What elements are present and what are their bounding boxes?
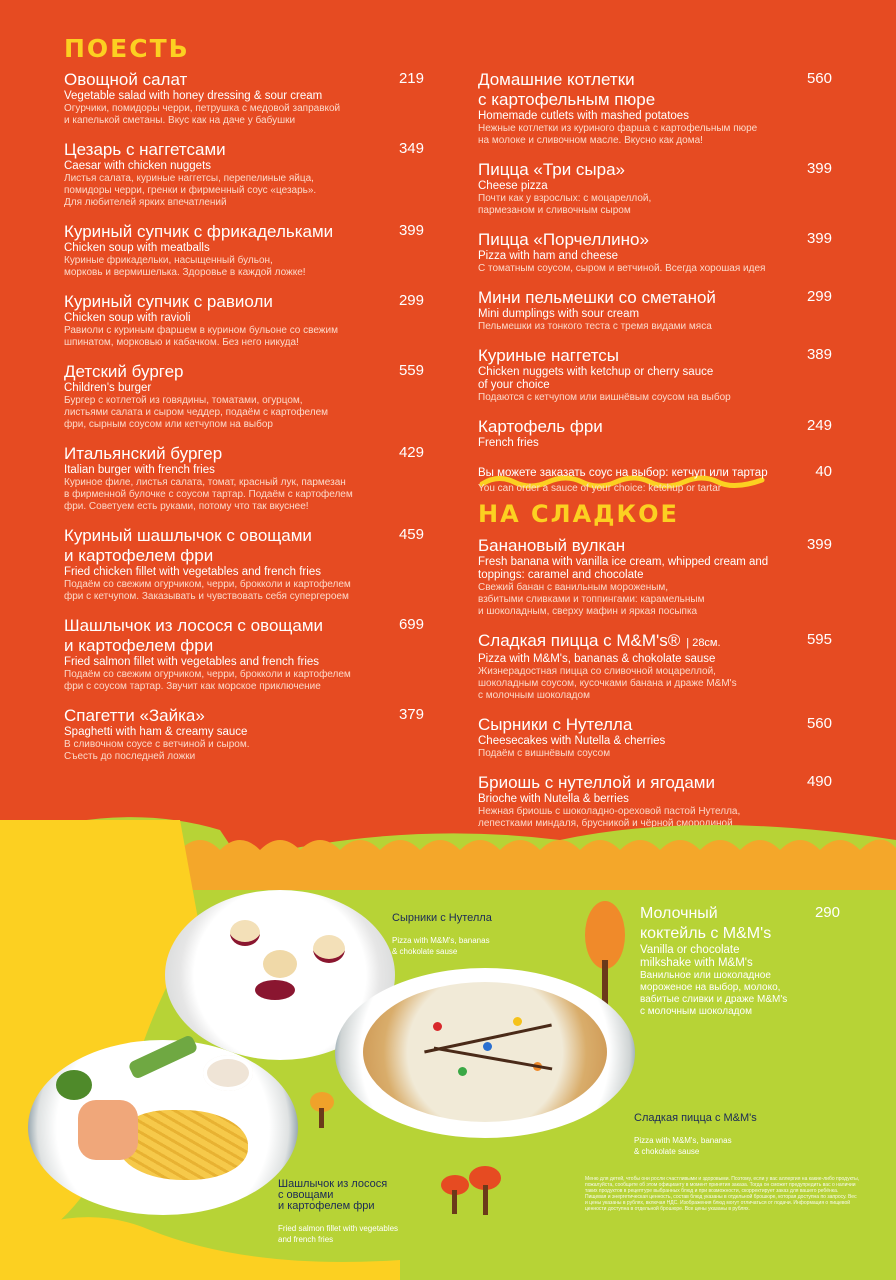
menu-item-description: Пельмешки из тонкого теста с тремя видами мяса <box>478 321 712 332</box>
caption-pizza <box>634 1102 757 1168</box>
fine-print: Меню для детей, чтобы они росли счастливыми и здоровыми. Поэтому, если у вас аллергия на какие-либо продукты, пожалуйста, сообщите об этом официанту в момент принятия заказа. Тогда он сможет предупредить вас о наличии таких продуктов в рецептуре выбранных блюд и при возможности, скорректирует заказ для вашего ребёнка. Пищевая и энергетическая ценность, состав блюд указаны в отдельной брошюре, которая доступна по запросу. Вес и цены указаны в рублях, включая НДС. Изображения блюд могут отличаться от подачи. Информация о пищевой ценности доступна в отдельной брошюре. Все цены указаны в рублях. <box>585 1176 860 1212</box>
menu-item-name <box>64 70 424 90</box>
pizza <box>363 982 607 1122</box>
menu-item-price: 490 <box>806 773 832 790</box>
menu-item-english-name: Fried chicken fillet with vegetables and french fries <box>64 566 321 578</box>
caption-cheesecake <box>392 902 492 968</box>
menu-item-name <box>478 715 832 735</box>
menu-item-english-name: Fried salmon fillet with vegetables and french fries <box>64 656 320 668</box>
menu-item-price: 299 <box>806 288 832 305</box>
menu-item-name-text: Куриный шашлычок с овощами и картофелем фри <box>64 526 312 565</box>
caption-cheesecake-ru: Сырники с Нутелла <box>392 912 492 924</box>
menu-item <box>478 346 832 404</box>
milkshake-item <box>640 904 840 1018</box>
menu-item-name <box>64 292 424 312</box>
eat-heading: ПОЕСТЬ <box>64 34 190 63</box>
menu-item-name <box>64 526 424 566</box>
broccoli <box>56 1070 92 1100</box>
menu-item-name-text: Спагетти «Зайка» <box>64 706 205 725</box>
menu-item-english-name: Caesar with chicken nuggets <box>64 160 212 172</box>
menu-item-name <box>478 773 832 793</box>
cheesecake-1 <box>230 920 260 946</box>
mm-candy-red <box>433 1022 442 1031</box>
menu-item-english-name: Pizza with ham and cheese <box>478 250 618 262</box>
menu-item-price: 389 <box>806 346 832 363</box>
menu-item <box>64 526 424 603</box>
menu-item <box>478 536 832 618</box>
menu-item-english-name: Homemade cutlets with mashed potatoes <box>478 110 689 122</box>
menu-item-name-text: Сырники с Нутелла <box>478 715 633 734</box>
menu-item-name-text: Бриошь с нутеллой и ягодами <box>478 773 715 792</box>
menu-item-price: 379 <box>398 706 424 723</box>
menu-item-name-text: Банановый вулкан <box>478 536 626 555</box>
menu-item <box>64 616 424 693</box>
milkshake-desc: Ванильное или шоколадное мороженое на выбор, молоко, вабитые сливки и драже M&M's с молочным шоколадом <box>640 970 788 1017</box>
menu-item-name-text: Сладкая пицца с M&M's® <box>478 631 681 650</box>
cheesecake-2 <box>263 950 297 978</box>
menu-item-english-name: Children's burger <box>64 382 152 394</box>
menu-item-english-name: Brioche with Nutella & berries <box>478 793 629 805</box>
menu-item <box>478 288 832 333</box>
menu-item-name <box>478 70 832 110</box>
menu-item-price: 559 <box>398 362 424 379</box>
menu-item-description: Нежная бриошь с шоколадно-ореховой пастой Нутелла, лепестками миндаля, брусникой и чёрной смородиной <box>478 806 741 829</box>
menu-item <box>478 160 832 217</box>
menu-item-description: Почти как у взрослых: с моцареллой, пармезаном и сливочным сыром <box>478 193 652 216</box>
menu-item <box>478 463 832 495</box>
menu-item-description: Нежные котлетки из куриного фарша с картофельным пюре на молоке и сливочном масле. Вкусно как дома! <box>478 123 758 146</box>
menu-item-size: | 28см. <box>686 637 721 649</box>
cucumber-sticks <box>127 1034 198 1080</box>
menu-item <box>64 706 424 763</box>
caption-pizza-en: Pizza with M&M's, bananas & chokolate sause <box>634 1136 732 1156</box>
menu-item-price: 40 <box>815 463 832 480</box>
menu-item-price: 699 <box>398 616 424 633</box>
menu-item-description: Куриные фрикадельки, насыщенный бульон, морковь и вермишелька. Здоровье в каждой ложке! <box>64 255 306 278</box>
caption-cheesecake-en: Pizza with M&M's, bananas & chokolate sause <box>392 936 490 956</box>
menu-item-name <box>478 288 832 308</box>
menu-item-english-name: Pizza with M&M's, bananas & chokolate sause <box>478 653 716 665</box>
menu-item-description: Подаём со свежим огурчиком, черри, брокколи и картофелем фри с соусом тартар. Звучит как морское приключение <box>64 669 351 692</box>
menu-item-description: Куриное филе, листья салата, томат, красный лук, пармезан в фирменной булочке с соусом тартар. Подаём с картофелем фри. Советуем есть руками, потому что так вкуснее! <box>64 477 353 512</box>
menu-item-description: Свежий банан с ванильным мороженым, взбитыми сливками и топпингами: карамельным и шоколадным, сверху мафин и яркая посыпка <box>478 582 705 617</box>
milkshake-en: Vanilla or chocolate milkshake with M&M's <box>640 944 753 969</box>
menu-item-price: 429 <box>398 444 424 461</box>
menu-item-price: 219 <box>398 70 424 87</box>
menu-item <box>478 230 832 275</box>
menu-item-name-text: Пицца «Три сыра» <box>478 160 626 179</box>
menu-item-name <box>64 362 424 382</box>
menu-item-name-text: Пицца «Порчеллино» <box>478 230 649 249</box>
menu-item-name <box>64 444 424 464</box>
caption-salmon-ru: Шашлычок из лосося с овощами и картофелем фри <box>278 1178 388 1212</box>
menu-item-name <box>478 346 832 366</box>
menu-item-english-name: Chicken nuggets with ketchup or cherry sauce of your choice <box>478 366 714 391</box>
menu-item-name-text: Куриный супчик с равиоли <box>64 292 273 311</box>
caption-salmon-en: Fried salmon fillet with vegetables and french fries <box>278 1224 399 1244</box>
menu-item <box>478 631 832 702</box>
right-menu-column <box>478 70 832 508</box>
sweet-heading: НА СЛАДКОЕ <box>478 500 679 528</box>
menu-item-price: 399 <box>398 222 424 239</box>
menu-item-english-name: Fresh banana with vanilla ice cream, whipped cream and toppings: caramel and chocolate <box>478 556 769 581</box>
menu-item-price: 399 <box>806 160 832 177</box>
salmon-pieces <box>78 1100 138 1160</box>
menu-item-price: 560 <box>806 715 832 732</box>
menu-item-name <box>478 463 832 483</box>
menu-item-name-text: Вы можете заказать соус на выбор: кетчуп или тартар <box>478 467 768 479</box>
menu-item-name-text: Шашлычок из лосося с овощами и картофелем фри <box>64 616 324 655</box>
menu-item-price: 249 <box>806 417 832 434</box>
menu-item-price: 299 <box>398 292 424 309</box>
cherry-sauce <box>255 980 295 1000</box>
mm-candy-green <box>458 1067 467 1076</box>
menu-item-name-text: Домашние котлетки с картофельным пюре <box>478 70 656 109</box>
menu-item-name <box>64 616 424 656</box>
menu-item-name <box>64 222 424 242</box>
menu-item-name-text: Картофель фри <box>478 417 603 436</box>
menu-item-price: 560 <box>806 70 832 87</box>
menu-item <box>64 292 424 349</box>
menu-item <box>64 70 424 127</box>
menu-item-english-name: French fries <box>478 437 539 449</box>
menu-item <box>64 222 424 279</box>
menu-item-name-text: Овощной салат <box>64 70 188 89</box>
left-menu-column <box>64 70 424 776</box>
menu-item-english-name: Vegetable salad with honey dressing & sour cream <box>64 90 323 102</box>
menu-item-price: 399 <box>806 536 832 553</box>
menu-item-name-text: Куриные наггетсы <box>478 346 620 365</box>
menu-item-name-text: Детский бургер <box>64 362 184 381</box>
menu-item-description: В сливочном соусе с ветчиной и сыром. Съесть до последней ложки <box>64 739 250 762</box>
menu-item-name-text: Мини пельмешки со сметаной <box>478 288 716 307</box>
cheesecake-3 <box>313 935 345 963</box>
menu-item-price: 459 <box>398 526 424 543</box>
menu-item-name <box>478 631 832 653</box>
menu-item-description: Подаются с кетчупом или вишнёвым соусом на выбор <box>478 392 731 403</box>
menu-item-description: Равиоли с куриным фаршем в курином бульоне со свежим шпинатом, морковью и кабачком. Без него никуда! <box>64 325 338 348</box>
menu-item <box>478 417 832 450</box>
caption-salmon <box>278 1168 398 1256</box>
menu-item-name-text: Итальянский бургер <box>64 444 223 463</box>
menu-item-name <box>64 706 424 726</box>
milkshake-name: Молочный коктейль с M&M's <box>640 905 772 942</box>
menu-item-name <box>478 536 832 556</box>
menu-item <box>64 444 424 513</box>
menu-item-description: С томатным соусом, сыром и ветчиной. Всегда хорошая идея <box>478 263 766 274</box>
menu-item-english-name: Cheesecakes with Nutella & cherries <box>478 735 666 747</box>
menu-item <box>64 362 424 431</box>
menu-item-description: Огурчики, помидоры черри, петрушка с медовой заправкой и капелькой сметаны. Вкус как на даче у бабушки <box>64 103 341 126</box>
menu-item-english-name: Chicken soup with meatballs <box>64 242 210 254</box>
menu-item-name <box>478 160 832 180</box>
pizza-plate <box>335 968 635 1138</box>
menu-item-english-name: Cheese pizza <box>478 180 548 192</box>
mm-candy-blue <box>483 1042 492 1051</box>
mm-candy-yellow <box>513 1017 522 1026</box>
sauce-bowl <box>203 1055 253 1091</box>
salmon-plate <box>28 1040 298 1215</box>
chocolate-drizzle <box>434 1047 553 1071</box>
menu-item-english-name: Mini dumplings with sour cream <box>478 308 640 320</box>
menu-item-description: Бургер с котлетой из говядины, томатами, огурцом, листьями салата и сыром чеддер, подаём с картофелем фри, сырным соусом или кетчупом на выбор <box>64 395 329 430</box>
menu-item-description: You can order a sauce of your choice: ketchup or tartar <box>478 483 722 494</box>
menu-item-price: 349 <box>398 140 424 157</box>
menu-item-description: Подаём со свежим огурчиком, черри, брокколи и картофелем фри с кетчупом. Заказывать и чувствовать себя супергероем <box>64 579 351 602</box>
menu-item-english-name: Chicken soup with ravioli <box>64 312 191 324</box>
menu-item-description: Подаём с вишнёвым соусом <box>478 748 611 759</box>
menu-item-name <box>64 140 424 160</box>
menu-item-english-name: Italian burger with french fries <box>64 464 215 476</box>
menu-item-name-text: Куриный супчик с фрикадельками <box>64 222 334 241</box>
menu-item <box>64 140 424 209</box>
menu-item-name <box>478 417 832 437</box>
menu-item-price: 399 <box>806 230 832 247</box>
menu-item <box>478 715 832 760</box>
menu-item-english-name: Spaghetti with ham & creamy sauce <box>64 726 248 738</box>
menu-item-description: Жизнерадостная пицца со сливочной моцареллой, шоколадным соусом, кусочками банана и драже M&M's с молочным шоколадом <box>478 666 737 701</box>
menu-item-name-text: Цезарь с наггетсами <box>64 140 226 159</box>
sweet-menu-column <box>478 536 832 843</box>
milkshake-price: 290 <box>814 904 840 921</box>
menu-item-description: Листья салата, куриные наггетсы, перепелиные яйца, помидоры черри, гренки и фирменный соус «цезарь». Для любителей ярких впечатлений <box>64 173 317 208</box>
caption-pizza-ru: Сладкая пицца с M&M's <box>634 1112 757 1124</box>
menu-item <box>478 70 832 147</box>
menu-item-name <box>478 230 832 250</box>
menu-item-price: 595 <box>806 631 832 648</box>
